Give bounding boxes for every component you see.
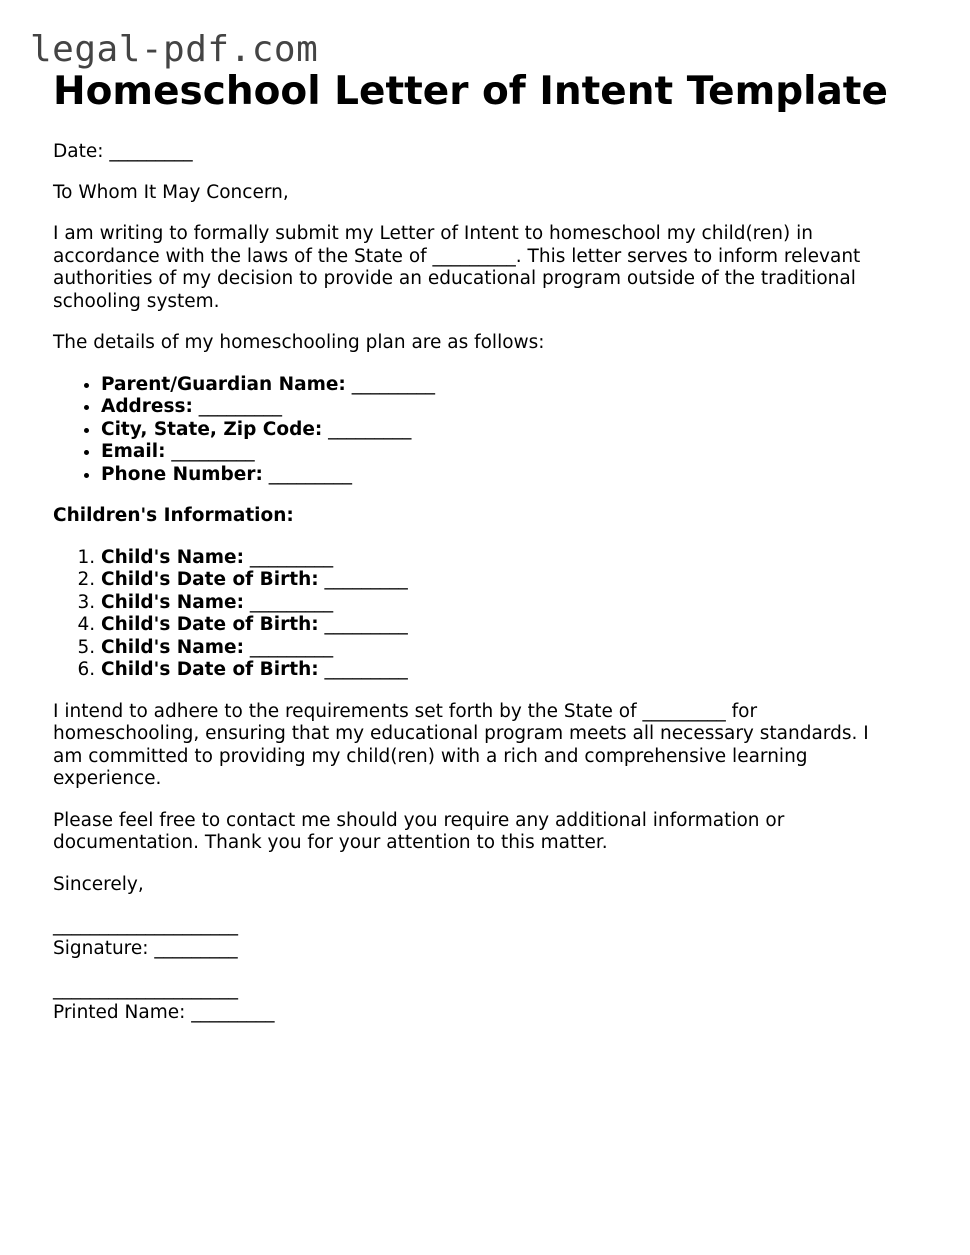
field-label: Email: (101, 441, 166, 462)
field-label: Parent/Guardian Name: (101, 373, 346, 395)
field-blank: _________ (192, 396, 283, 417)
field-label: Address: (101, 396, 193, 417)
field-blank: _________ (345, 373, 435, 395)
field-label: Child's Date of Birth: (101, 569, 319, 590)
list-item-child-dob (101, 614, 903, 637)
field-label: Child's Date of Birth: (101, 659, 319, 680)
closing: Sincerely, (53, 873, 144, 895)
field-blank: _________ (318, 659, 408, 680)
list-item-city-state-zip (101, 419, 903, 442)
signature-block (53, 915, 903, 960)
list-item-email (101, 441, 903, 464)
field-blank: _________ (243, 636, 334, 658)
list-item-child-dob (101, 569, 903, 592)
field-blank: _________ (318, 614, 408, 635)
list-item-child-name (101, 547, 903, 570)
field-blank: _________ (322, 418, 412, 440)
parent-info-list (53, 374, 903, 487)
date-line: Date: _________ (53, 141, 193, 162)
letter-document (53, 66, 903, 1024)
signature-rule: ____________________ (53, 915, 238, 936)
signature-label: Signature: _________ (53, 937, 238, 959)
field-blank: _________ (243, 546, 334, 568)
site-watermark: legal-pdf.com (30, 29, 319, 70)
list-item-child-name (101, 592, 903, 615)
document-title: Homeschool Letter of Intent Template (53, 69, 888, 114)
list-item-parent-name (101, 374, 903, 397)
list-item-child-name (101, 637, 903, 660)
contact-paragraph: Please feel free to contact me should you require any additional information or documentation. Thank you for your attention to this matter. (53, 809, 785, 853)
list-item-address (101, 396, 903, 419)
children-info-list (53, 547, 903, 682)
field-label: Child's Date of Birth: (101, 614, 319, 635)
field-label: Child's Name: (101, 546, 244, 568)
children-heading: Children's Information: (53, 505, 294, 526)
intro-paragraph: I am writing to formally submit my Letter of Intent to homeschool my child(ren) in accordance with the laws of the State of _________. This letter serves to inform relevant authorities of my decision to provide an educational program outside of the traditional schooling system. (53, 223, 861, 312)
list-item-child-dob (101, 659, 903, 682)
list-item-phone (101, 464, 903, 487)
field-blank: _________ (262, 463, 352, 485)
field-label: City, State, Zip Code: (101, 418, 323, 440)
field-blank: _________ (165, 441, 255, 462)
details-intro: The details of my homeschooling plan are as follows: (53, 332, 545, 353)
greeting: To Whom It May Concern, (53, 181, 289, 203)
printed-name-label: Printed Name: _________ (53, 1001, 275, 1023)
field-blank: _________ (243, 591, 334, 613)
printed-name-rule: ____________________ (53, 979, 238, 1000)
printed-name-block (53, 979, 903, 1024)
adherence-paragraph: I intend to adhere to the requirements set forth by the State of _________ for homeschooling, ensuring that my educational program meets all necessary standards. I am committed to providing my child(ren) with a rich and comprehensive learning experience. (53, 700, 869, 789)
field-blank: _________ (318, 569, 408, 590)
field-label: Phone Number: (101, 463, 263, 485)
field-label: Child's Name: (101, 591, 244, 613)
field-label: Child's Name: (101, 636, 244, 658)
